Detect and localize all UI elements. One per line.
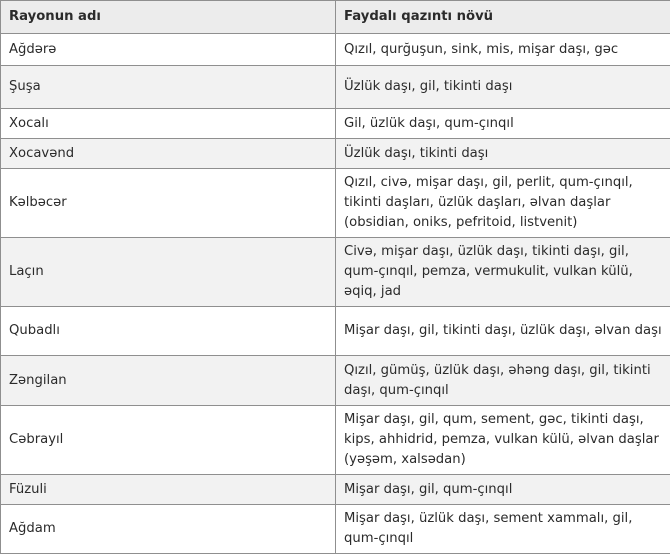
district-cell: Füzuli [1,475,336,505]
table-row [1,66,670,109]
district-cell: Kəlbəcər [1,169,336,238]
minerals-cell: Üzlük daşı, tikinti daşı [336,139,670,169]
minerals-cell: Mişar daşı, gil, qum, sement, gəc, tikinti daşı, kips, ahhidrid, pemza, vulkan külü, əlvan daşlar (yəşəm, xalsədan) [336,406,670,475]
table-row [1,34,670,66]
header-minerals: Faydalı qazıntı növü [336,1,670,34]
minerals-cell: Qızıl, qurğuşun, sink, mis, mişar daşı, gəc [336,34,670,66]
district-cell: Cəbrayıl [1,406,336,475]
district-cell: Laçın [1,238,336,307]
minerals-cell: Üzlük daşı, gil, tikinti daşı [336,66,670,109]
district-cell: Zəngilan [1,356,336,406]
table-row [1,505,670,554]
minerals-cell: Civə, mişar daşı, üzlük daşı, tikinti daşı, gil, qum-çınqıl, pemza, vermukulit, vulkan külü, əqiq, jad [336,238,670,307]
district-cell: Ağdərə [1,34,336,66]
table-row [1,109,670,139]
district-cell: Xocalı [1,109,336,139]
table-row [1,356,670,406]
district-cell: Xocavənd [1,139,336,169]
table-row [1,406,670,475]
header-district: Rayonun adı [1,1,336,34]
table-body [1,34,670,554]
table-row [1,139,670,169]
minerals-cell: Mişar daşı, üzlük daşı, sement xammalı, gil, qum-çınqıl [336,505,670,554]
minerals-cell: Gil, üzlük daşı, qum-çınqıl [336,109,670,139]
minerals-cell: Qızıl, gümüş, üzlük daşı, əhəng daşı, gil, tikinti daşı, qum-çınqıl [336,356,670,406]
minerals-cell: Mişar daşı, gil, tikinti daşı, üzlük daşı, əlvan daşı [336,307,670,356]
district-cell: Ağdam [1,505,336,554]
district-cell: Qubadlı [1,307,336,356]
header-row [1,1,670,34]
minerals-cell: Mişar daşı, gil, qum-çınqıl [336,475,670,505]
district-cell: Şuşa [1,66,336,109]
table-row [1,169,670,238]
table-row [1,307,670,356]
minerals-cell: Qızıl, civə, mişar daşı, gil, perlit, qum-çınqıl, tikinti daşları, üzlük daşları, əlvan daşlar (obsidian, oniks, pefritoid, listvenit) [336,169,670,238]
table-row [1,475,670,505]
table-row [1,238,670,307]
table-header [1,1,670,34]
